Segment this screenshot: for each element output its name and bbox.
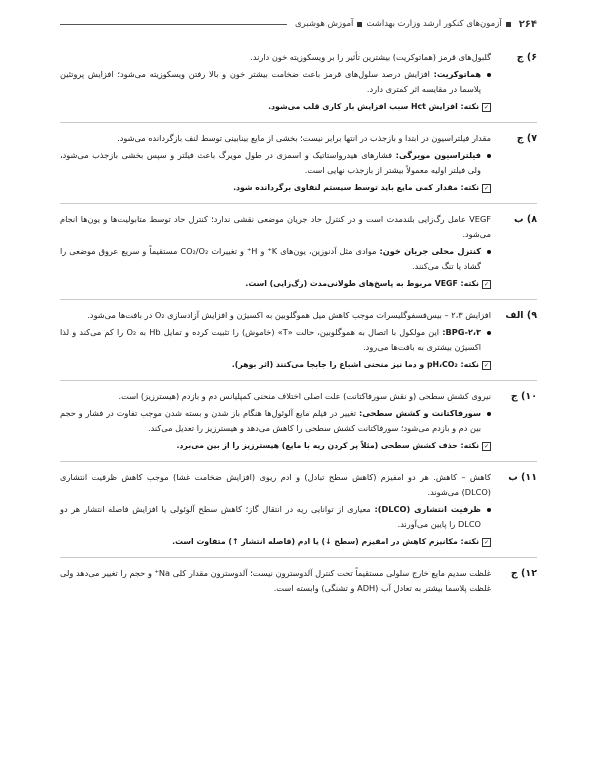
answer-note (60, 535, 491, 549)
answer-body: گلبول‌های قرمز (هماتوکریت) بیشترین تأثیر را بر ویسکوزیته خون دارند. (250, 52, 491, 62)
divider (60, 557, 537, 558)
note-text: نکته: VEGF مربوط به پاسخ‌های طولانی‌مدت (رگ‌زایی) است. (245, 279, 479, 288)
answer-body: کاهش – کاهش. هر دو امفیزم (کاهش سطح تبادل) و ادم ریوی (افزایش ضخامت غشا) موجب کاهش ظرفیت انتشاری (DLCO) می‌شوند. (60, 472, 491, 497)
divider (60, 461, 537, 462)
answer-11 (60, 470, 537, 549)
answer-bullet (60, 67, 491, 97)
answer-number: ۷) ج (516, 133, 537, 144)
bullet-text: معیاری از توانایی ریه در انتقال گاز؛ کاهش سطح آلوئولی یا افزایش فاصله انتشار هر دو DLCO را پایین می‌آورند. (60, 504, 481, 529)
bullet-text: موادی مثل آدنوزین، یون‌های K⁺ و H⁺ و تغییرات CO₂/O₂ مستقیماً و سریع عروق موضعی را گشاد یا تنگ می‌کنند. (60, 246, 481, 271)
bullet-text: فشارهای هیدرواستاتیک و اسمزی در طول مویرگ باعث فیلتر و سپس بخشی بازجذب می‌شود، ولی فیلتر اولیه معمولاً بیشتر از بازجذب نهایی است. (60, 150, 481, 175)
note-text: نکته: مقدار کمی مایع باید توسط سیستم لنفاوی برگردانده شود. (233, 183, 479, 192)
answers-content (60, 50, 537, 604)
square-bullet-icon (357, 22, 362, 27)
answer-note (60, 100, 491, 114)
bullet-term: هماتوکریت: (433, 69, 481, 79)
answer-note (60, 277, 491, 291)
bullet-text: افزایش درصد سلول‌های قرمز باعث ضخامت بیشتر خون و بالا رفتن ویسکوزیته می‌شود؛ افزایش پروتئین پلاسما در مقایسه اثر کمتری دارد. (60, 69, 481, 94)
bullet-term: ظرفیت انتشاری (DLCO): (374, 504, 481, 514)
answer-bullet (60, 406, 491, 436)
answer-number: ۱۲) ج (510, 568, 537, 579)
answer-body: غلظت سدیم مایع خارج سلولی مستقیماً تحت کنترل آلدوسترون نیست؛ آلدوسترون مقدار کلی Na⁺ و حجم را تغییر می‌دهد ولی غلظت پلاسما بیشتر به تعادل آب (ADH و تشنگی) وابسته است. (60, 568, 491, 593)
checkbox-icon (482, 280, 491, 289)
answer-bullet (60, 244, 491, 274)
square-bullet-icon (506, 22, 511, 27)
answer-body: مقدار فیلتراسیون در ابتدا و بازجذب در انتها برابر نیست؛ بخشی از مایع بینابینی توسط لنف بازگردانده می‌شود. (117, 133, 491, 143)
answer-number: ۶) ج (516, 52, 537, 63)
running-header (60, 16, 537, 32)
answer-7 (60, 131, 537, 195)
answer-number: ۹) الف (505, 310, 537, 321)
answer-6 (60, 50, 537, 114)
book-title: آزمون‌های کنکور ارشد وزارت بهداشت (366, 19, 502, 29)
bullet-term: کنترل محلی جریان خون: (379, 246, 481, 256)
divider (60, 380, 537, 381)
bullet-term: BPG-۲،۳: (442, 327, 482, 337)
answer-9 (60, 308, 537, 372)
bullet-term: سورفاکتانت و کشش سطحی: (358, 408, 481, 418)
checkbox-icon (482, 361, 491, 370)
answer-number: ۸) ب (513, 214, 537, 225)
answer-12 (60, 566, 537, 596)
answer-body: VEGF عامل رگ‌زایی بلندمدت است و در کنترل حاد جریان موضعی نقشی ندارد؛ کنترل حاد توسط متابولیت‌ها و یون‌ها انجام می‌شود. (60, 214, 491, 239)
note-text: نکته: مکانیزم کاهش در امفیزم (سطح ↓) یا ادم (فاصله انتشار ↑) متفاوت است. (172, 537, 479, 546)
header-rule (60, 24, 287, 25)
checkbox-icon (482, 103, 491, 112)
answer-bullet (60, 148, 491, 178)
bullet-text: تغییر در فیلم مایع آلوئول‌ها هنگام باز شدن و بسته شدن موجب تفاوت در فشار و حجم بین دم و بازدم می‌شود؛ سورفاکتانت کشش سطحی را کاهش می‌دهد و هیسترزیز را تعدیل می‌کند. (60, 408, 481, 433)
bullet-text: این مولکول با اتصال به هموگلوبین، حالت «T» (خاموش) را تثبیت کرده و تمایل Hb به O₂ را کم می‌کند و لذا اکسیژن بیشتری به بافت‌ها می‌رود. (60, 327, 481, 352)
answer-body: افزایش ۲،۳ – بیس‌فسفوگلیسرات موجب کاهش میل هموگلوبین به اکسیژن و افزایش آزادسازی O₂ در بافت‌ها می‌شود. (87, 310, 491, 320)
book-subject: آموزش هوشبری (294, 19, 354, 29)
divider (60, 122, 537, 123)
answer-10 (60, 389, 537, 453)
note-text: نکته: pH،CO₂ و دما نیز منحنی اشباع را جابجا می‌کنند (اثر بوهر). (231, 360, 479, 369)
answer-note (60, 181, 491, 195)
answer-note (60, 358, 491, 372)
answer-number: ۱۰) ج (510, 391, 537, 402)
divider (60, 203, 537, 204)
checkbox-icon (482, 184, 491, 193)
checkbox-icon (482, 442, 491, 451)
answer-note (60, 439, 491, 453)
page-number: ۲۶۴ (518, 18, 537, 30)
answer-bullet (60, 502, 491, 532)
bullet-term: فیلتراسیون مویرگی: (395, 150, 481, 160)
note-text: نکته: افزایش Hct سبب افزایش بار کاری قلب می‌شود. (268, 102, 479, 111)
answer-number: ۱۱) ب (508, 472, 537, 483)
answer-bullet (60, 325, 491, 355)
answer-8 (60, 212, 537, 291)
divider (60, 299, 537, 300)
checkbox-icon (482, 538, 491, 547)
answer-body: نیروی کشش سطحی (و نقش سورفاکتانت) علت اصلی اختلاف منحنی کمپلیانس دم و بازدم (هیسترزیز) است. (118, 391, 491, 401)
note-text: نکته: حذف کشش سطحی (مثلاً پر کردن ریه با مایع) هیسترزیز را از بین می‌برد. (176, 441, 479, 450)
